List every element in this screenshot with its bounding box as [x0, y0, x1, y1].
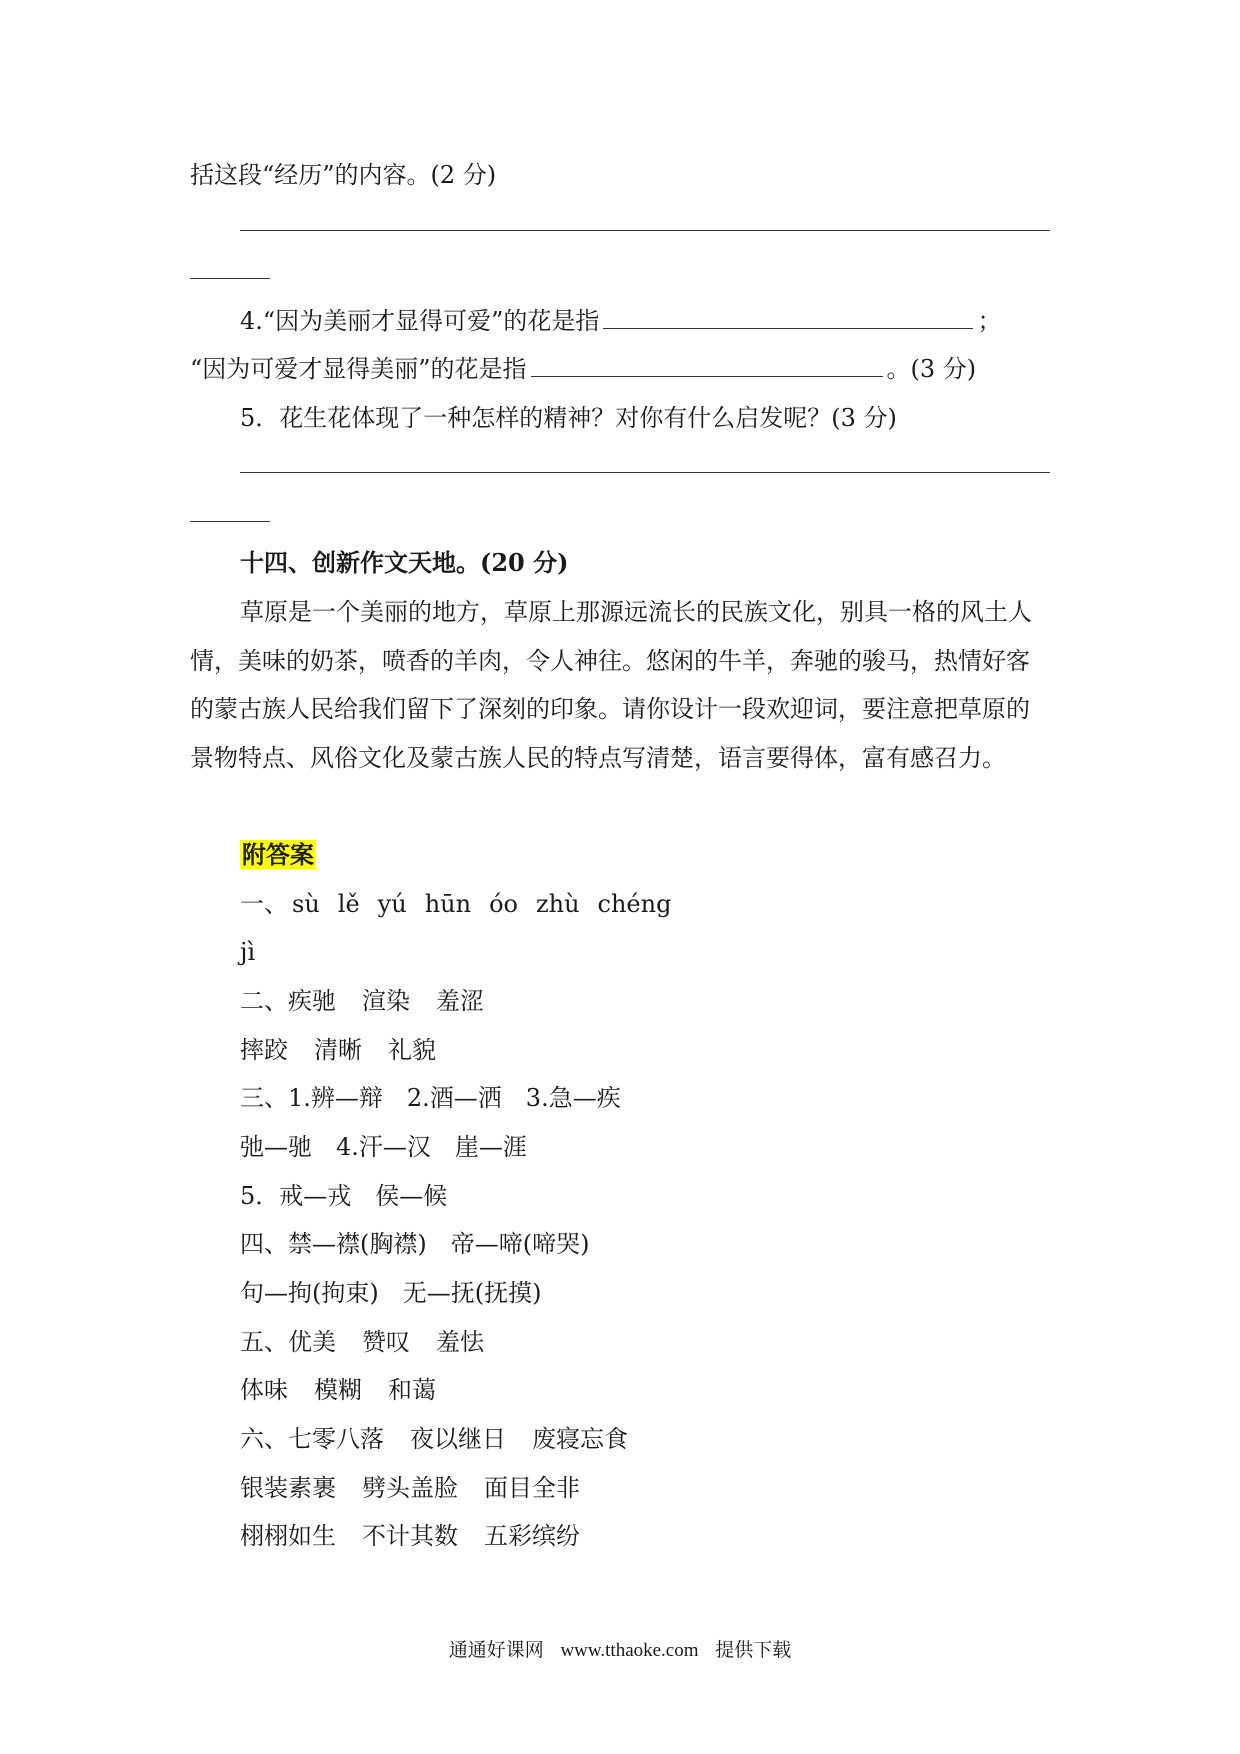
q4-line2-prefix: “因为可爱才显得美丽”的花是指: [190, 355, 527, 383]
page-footer: [0, 1635, 1240, 1662]
pinyin-item: chéng: [597, 890, 672, 918]
answer-line-tail: [190, 278, 270, 279]
answer-5-prefix: 五、: [240, 1328, 288, 1356]
pinyin-item: lě: [337, 890, 360, 918]
pinyin-item: zhù: [535, 890, 580, 918]
answer-3-line2: 弛—驰 4.汗—汉 崖—涯: [240, 1133, 527, 1161]
answer-word: 赞叹: [362, 1328, 410, 1356]
answer-4-line1: 四、禁—襟(胸襟) 帝—啼(啼哭): [240, 1230, 590, 1258]
answer-1-line2: jì: [240, 938, 256, 966]
answer-word: 优美: [288, 1328, 336, 1356]
answer-5-line1: [240, 1327, 510, 1357]
answer-6-line1: [240, 1424, 654, 1454]
answer-6-prefix: 六、: [240, 1425, 288, 1453]
q4-line1-suffix: ；: [977, 307, 1002, 335]
answer-line: [240, 230, 1050, 231]
section-14-para-line: 景物特点、风俗文化及蒙古族人民的特点写清楚，语言要得体，富有感召力。: [190, 744, 1006, 772]
footer-url[interactable]: www.tthaoke.com: [560, 1640, 699, 1661]
section-14-title: 十四、创新作文天地。(20 分): [240, 548, 569, 577]
answer-idiom: 夜以继日: [410, 1425, 506, 1453]
answer-word: 摔跤: [240, 1036, 288, 1064]
answer-2-line1: [240, 986, 510, 1016]
answer-idiom: 五彩缤纷: [484, 1522, 580, 1550]
answer-6-line2: [240, 1473, 606, 1503]
answer-idiom: 劈头盖脸: [362, 1474, 458, 1502]
answer-1-prefix: 一、: [240, 890, 288, 918]
answer-word: 清晰: [314, 1036, 362, 1064]
answer-3-line3: 5．戒—戎 侯—候: [240, 1182, 448, 1210]
q4-blank-1[interactable]: [603, 306, 973, 329]
pinyin-item: yú: [377, 890, 407, 918]
answer-word: 疾驰: [288, 987, 336, 1015]
answer-6-line3: [240, 1521, 606, 1551]
footer-note: 提供下载: [715, 1640, 792, 1661]
answers-heading-label: 附答案: [242, 840, 314, 869]
pinyin-item: óo: [489, 890, 518, 918]
answer-idiom: 面目全非: [484, 1474, 580, 1502]
answer-word: 礼貌: [388, 1036, 436, 1064]
answer-2-prefix: 二、: [240, 987, 288, 1015]
answer-word: 渲染: [362, 987, 410, 1015]
answer-word: 体味: [240, 1376, 288, 1404]
answer-word: 羞涩: [436, 987, 484, 1015]
answer-idiom: 七零八落: [288, 1425, 384, 1453]
answer-line-tail: [190, 521, 270, 522]
answer-idiom: 不计其数: [362, 1522, 458, 1550]
answer-idiom: 银装素裹: [240, 1474, 336, 1502]
answer-idiom: 栩栩如生: [240, 1522, 336, 1550]
answer-1-line1: [240, 889, 689, 919]
pinyin-item: sù: [292, 890, 320, 918]
answer-3-line1: 三、1.辨—辩 2.酒—洒 3.急—疾: [240, 1084, 621, 1112]
answer-idiom: 废寝忘食: [532, 1425, 628, 1453]
answer-2-line2: [240, 1035, 462, 1065]
footer-site-name: 通通好课网: [448, 1640, 544, 1661]
q3-tail-text: 括这段“经历”的内容。(2 分): [190, 161, 497, 189]
answers-heading: [240, 840, 316, 870]
q4-line1: [240, 306, 1001, 336]
q4-line1-prefix: 4.“因为美丽才显得可爱”的花是指: [240, 307, 600, 335]
pinyin-item: hūn: [424, 890, 472, 918]
answer-word: 和蔼: [388, 1376, 436, 1404]
answer-5-line2: [240, 1375, 462, 1405]
answer-word: 羞怯: [436, 1328, 484, 1356]
q5-text: 5．花生花体现了一种怎样的精神？对你有什么启发呢？(3 分): [240, 404, 897, 432]
section-14-para-line: 草原是一个美丽的地方，草原上那源远流长的民族文化，别具一格的风土人: [240, 598, 1032, 626]
section-14-para-line: 情，美味的奶茶，喷香的羊肉，令人神往。悠闲的牛羊，奔驰的骏马，热情好客: [190, 647, 1030, 675]
q4-blank-2[interactable]: [531, 354, 883, 377]
answer-4-line2: 句—拘(拘束) 无—抚(抚摸): [240, 1279, 542, 1307]
q4-line2-suffix: 。(3 分): [886, 355, 977, 383]
section-14-para-line: 的蒙古族人民给我们留下了深刻的印象。请你设计一段欢迎词，要注意把草原的: [190, 695, 1030, 723]
q4-line2: [190, 354, 976, 384]
answer-line: [240, 472, 1050, 473]
answer-word: 模糊: [314, 1376, 362, 1404]
